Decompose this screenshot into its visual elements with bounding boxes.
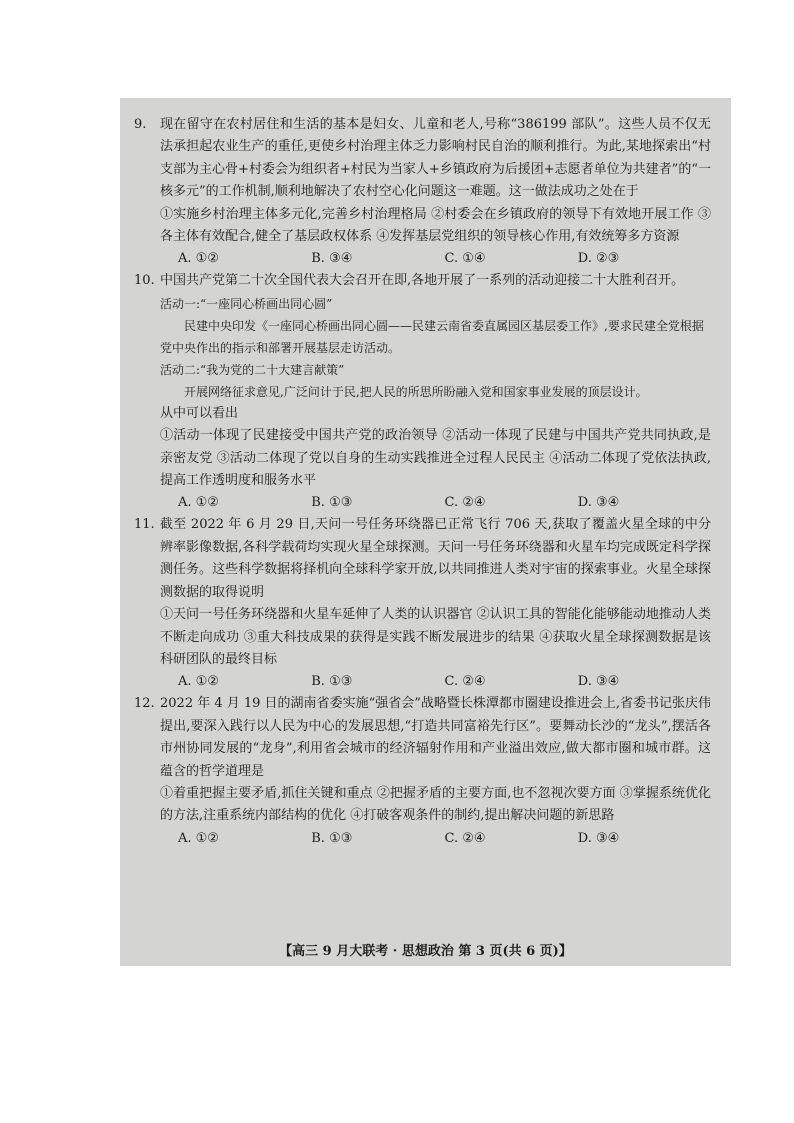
activity-1-body: 民建中央印发《一座同心桥画出同心圆——民建云南省委直属园区基层委工作》,要求民建全党根据党中央作出的指示和部署开展基层走访活动。	[160, 318, 704, 355]
option-d: D. ③④	[577, 830, 620, 846]
activity-1-title: 活动一:“一座同心桥画出同心圆”	[160, 296, 333, 311]
question-12	[134, 693, 711, 849]
question-statements: ①着重把握主要矛盾,抓住关键和重点 ②把握矛盾的主要方面,也不忽视次要方面 ③掌握系统优化的方法,注重系统内部结构的优化 ④打破客观条件的制约,提出解决问题的新思路	[160, 785, 711, 824]
option-b: B. ③④	[311, 251, 353, 267]
activity-2-body: 开展网络征求意见,广泛问计于民,把人民的所思所盼融入党和国家事业发展的顶层设计。	[184, 384, 648, 399]
question-11	[134, 514, 711, 693]
option-a: A. ①②	[178, 674, 219, 690]
answer-options	[178, 671, 711, 693]
option-c: C. ①④	[444, 251, 486, 267]
option-d: D. ②③	[577, 251, 620, 267]
option-a: A. ①②	[178, 251, 219, 267]
question-stem: 现在留守在农村居住和生活的基本是妇女、儿童和老人,号称“386199 部队”。这些人员不仅无法承担起农业生产的重任,更使乡村治理主体乏力影响村民自治的顺利推行。为此,某地探索出“村支部为主心骨+村委会为组织者+村民为当家人+乡镇政府为后援团+志愿者单位为共建者”的“一核多元”的工作机制,顺利地解决了农村空心化问题这一难题。这一做法成功之处在于	[160, 117, 711, 200]
option-d: D. ③④	[577, 495, 620, 511]
question-number: 11.	[134, 517, 155, 533]
question-statements: ①天问一号任务环绕器和火星车延伸了人类的认识器官 ②认识工具的智能化能够能动地推动人类不断走向成功 ③重大科技成果的获得是实践不断发展进步的结果 ④获取火星全球探测数据是该科研团队的最终目标	[160, 607, 711, 667]
option-b: B. ①③	[311, 674, 353, 690]
activity-2-title: 活动二:“我为党的二十大建言献策”	[160, 362, 345, 377]
option-a: A. ①②	[178, 830, 219, 846]
question-stem: 中国共产党第二十次全国代表大会召开在即,各地开展了一系列的活动迎接二十大胜利召开。	[160, 273, 685, 289]
option-c: C. ②④	[444, 830, 486, 846]
option-c: C. ②④	[444, 674, 486, 690]
question-statements: ①活动一体现了民建接受中国共产党的政治领导 ②活动一体现了民建与中国共产党共同执政,是亲密友党 ③活动二体现了党以自身的生动实践推进全过程人民民主 ④活动二体现了党依法执政,提高工作透明度和服务水平	[160, 428, 711, 489]
question-9	[134, 114, 711, 270]
question-stem: 2022 年 4 月 19 日的湖南省委实施“强省会”战略暨长株潭都市圈建设推进会上,省委书记张庆伟提出,要深入践行以人民为中心的发展思想,“打造共同富裕先行区”。要舞动长沙的“龙头”,摆活各市州协同发展的“龙身”,利用省会城市的经济辐射作用和产业溢出效应,做大都市圈和城市群。这蕴含的哲学道理是	[160, 696, 711, 779]
question-stem: 截至 2022 年 6 月 29 日,天问一号任务环绕器已正常飞行 706 天,获取了覆盖火星全球的中分辨率影像数据,各科学载荷均实现火星全球探测。天问一号任务环绕器和火星车均完成既定科学探测任务。这些科学数据将择机向全球科学家开放,以共同推进人类对宇宙的探索事业。火星全球探测数据的取得说明	[160, 517, 711, 600]
option-c: C. ②④	[444, 495, 486, 511]
answer-options	[178, 248, 711, 270]
exam-page	[120, 98, 731, 966]
option-d: D. ③④	[577, 674, 620, 690]
answer-options	[178, 492, 711, 514]
question-10	[134, 270, 711, 514]
option-a: A. ①②	[178, 495, 219, 511]
question-number: 9.	[134, 117, 147, 132]
question-number: 10.	[134, 273, 155, 289]
question-prompt: 从中可以看出	[160, 405, 239, 421]
answer-options	[178, 828, 711, 850]
page-footer: 【高三 9 月大联考 · 思想政治 第 3 页(共 6 页)】	[279, 944, 572, 959]
question-number: 12.	[134, 696, 155, 712]
option-b: B. ①③	[311, 830, 353, 846]
question-statements: ①实施乡村治理主体多元化,完善乡村治理格局 ②村委会在乡镇政府的领导下有效地开展工作 ③各主体有效配合,健全了基层政权体系 ④发挥基层党组织的领导核心作用,有效统筹多方资源	[160, 206, 711, 245]
option-b: B. ①③	[311, 495, 353, 511]
